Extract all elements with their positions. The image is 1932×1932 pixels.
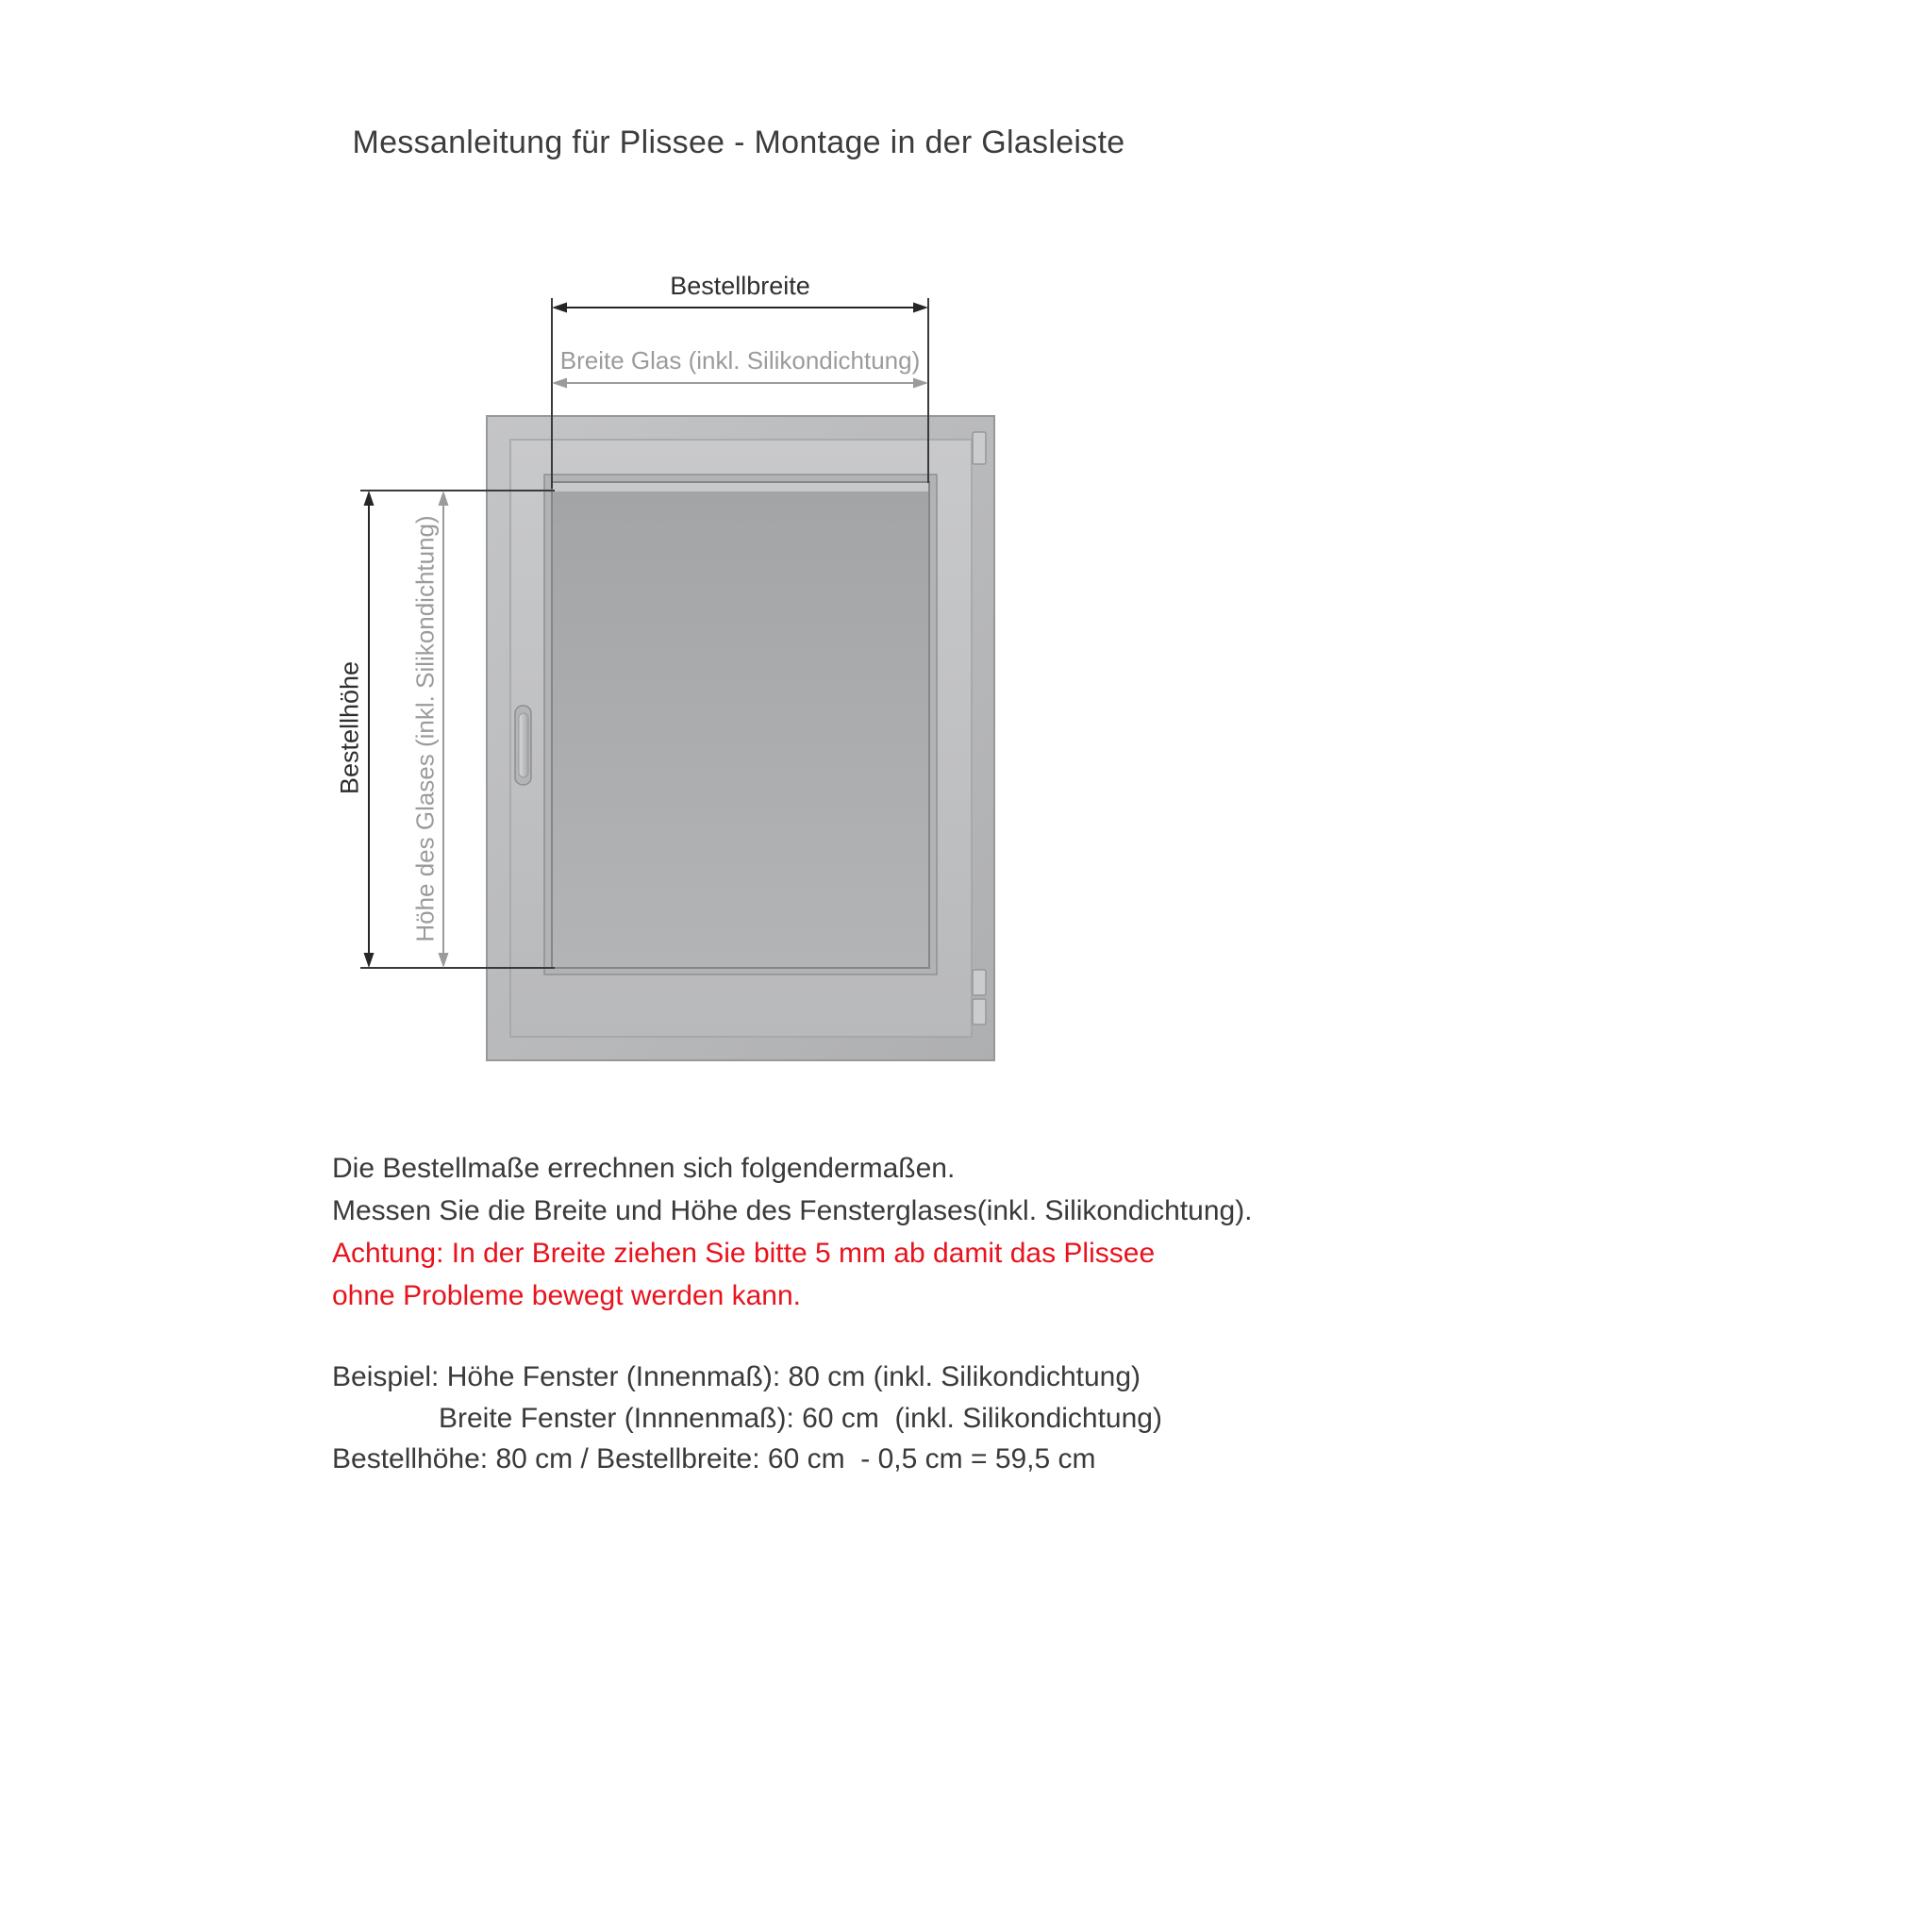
order-height-arrow xyxy=(364,491,375,968)
glass-top-seal xyxy=(553,483,928,491)
order-width-arrow xyxy=(552,303,928,313)
example-line3: Bestellhöhe: 80 cm / Bestellbreite: 60 cm - 0,5 cm = 59,5 cm xyxy=(332,1443,1096,1474)
page-title: Messanleitung für Plissee - Montage in der Glasleiste xyxy=(352,125,1125,160)
glass-pane xyxy=(552,482,929,968)
order-width-label: Bestellbreite xyxy=(670,272,810,300)
instruction-intro-line1: Die Bestellmaße errechnen sich folgendermaßen. xyxy=(332,1153,956,1184)
glass-width-arrow xyxy=(552,378,928,389)
glass-width-label: Breite Glas (inkl. Silikondichtung) xyxy=(559,346,921,375)
glass-height-label: Höhe des Glases (inkl. Silikondichtung) xyxy=(410,515,440,942)
example-line1: Beispiel: Höhe Fenster (Innenmaß): 80 cm (inkl. Silikondichtung) xyxy=(332,1361,1141,1392)
instruction-warning-line2: ohne Probleme bewegt werden kann. xyxy=(332,1280,801,1311)
hinge-top-icon xyxy=(973,432,986,464)
example-line2: Breite Fenster (Innnenmaß): 60 cm (inkl. Silikondichtung) xyxy=(439,1403,1162,1434)
order-height-label: Bestellhöhe xyxy=(335,660,364,795)
instruction-intro-line2: Messen Sie die Breite und Höhe des Fensterglases(inkl. Silikondichtung). xyxy=(332,1195,1253,1226)
window-handle xyxy=(515,706,531,785)
instruction-warning-line1: Achtung: In der Breite ziehen Sie bitte 5 mm ab damit das Plissee xyxy=(332,1238,1156,1269)
window-illustration xyxy=(487,416,994,1060)
